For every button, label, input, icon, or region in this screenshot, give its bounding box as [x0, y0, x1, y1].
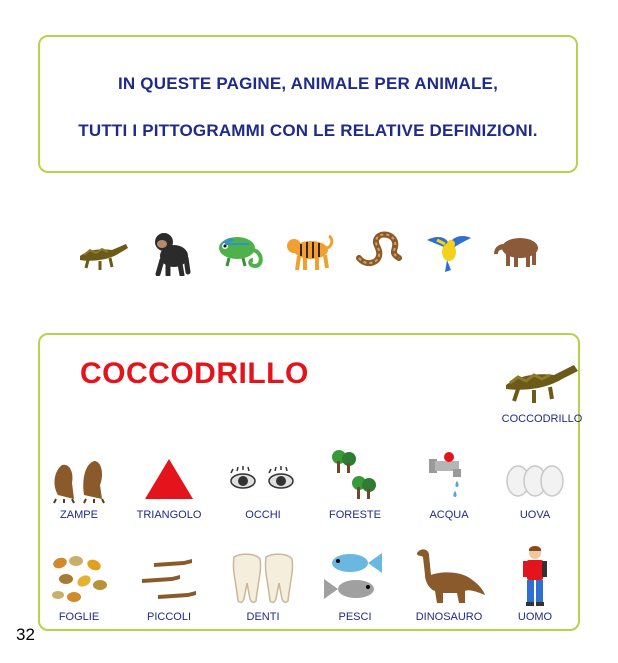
intro-line-1: IN QUESTE PAGINE, ANIMALE PER ANIMALE, [117, 74, 499, 93]
footprints-icon [44, 455, 114, 505]
card-title: COCCODRILLO [80, 357, 309, 390]
picto-uomo [490, 545, 580, 623]
picto-foglie [34, 551, 124, 623]
tapir-icon [492, 230, 542, 270]
picto-foreste [310, 447, 400, 521]
man-icon [515, 545, 555, 607]
picto-label-uova: UOVA [519, 509, 551, 521]
chameleon-icon [215, 230, 265, 274]
card-main-label: COCCODRILLO [501, 413, 583, 425]
crocodile-icon [78, 230, 130, 274]
picto-label-pesci: PESCI [338, 611, 372, 623]
picto-denti [218, 551, 308, 623]
picto-label-acqua: ACQUA [429, 509, 469, 521]
crocodile-icon [502, 347, 582, 407]
picto-label-piccoli: PICCOLI [146, 611, 191, 623]
chimpanzee-icon [148, 230, 192, 276]
intro-line-2: TUTTI I PITTOGRAMMI CON LE RELATIVE DEFINIZIONI. [78, 121, 538, 140]
leaves-icon [44, 551, 114, 607]
picto-label-triangolo: TRIANGOLO [136, 509, 202, 521]
picto-label-foglie: FOGLIE [58, 611, 100, 623]
fish-icon [320, 545, 390, 607]
triangle-icon [139, 455, 199, 505]
picto-label-zampe: ZAMPE [60, 509, 98, 521]
picto-occhi [218, 455, 308, 521]
picto-dinosauro [404, 545, 494, 623]
crocodile-card [38, 333, 583, 631]
picto-acqua [404, 447, 494, 521]
picto-pesci [310, 545, 400, 623]
baby-crocodiles-icon [134, 551, 204, 607]
picto-label-foreste: FORESTE [329, 509, 381, 521]
faucet-icon [419, 447, 479, 505]
teeth-icon [228, 551, 298, 607]
macaw-icon [423, 230, 473, 274]
page-number: 32 [16, 625, 35, 644]
picto-label-uomo: UOMO [517, 611, 553, 623]
forest-icon [325, 447, 385, 505]
dinosaur-icon [411, 545, 487, 607]
eggs-icon [500, 455, 570, 505]
eyes-icon [223, 455, 303, 505]
snake-icon [355, 230, 405, 270]
picto-zampe [34, 455, 124, 521]
picto-label-dinosauro: DINOSAURO [415, 611, 483, 623]
picto-label-denti: DENTI [246, 611, 280, 623]
picto-uova [490, 455, 580, 521]
tiger-icon [285, 230, 335, 274]
picto-label-occhi: OCCHI [245, 509, 281, 521]
picto-piccoli [124, 551, 214, 623]
picto-triangolo [124, 455, 214, 521]
animal-strip [0, 230, 618, 280]
intro-box [38, 35, 578, 173]
